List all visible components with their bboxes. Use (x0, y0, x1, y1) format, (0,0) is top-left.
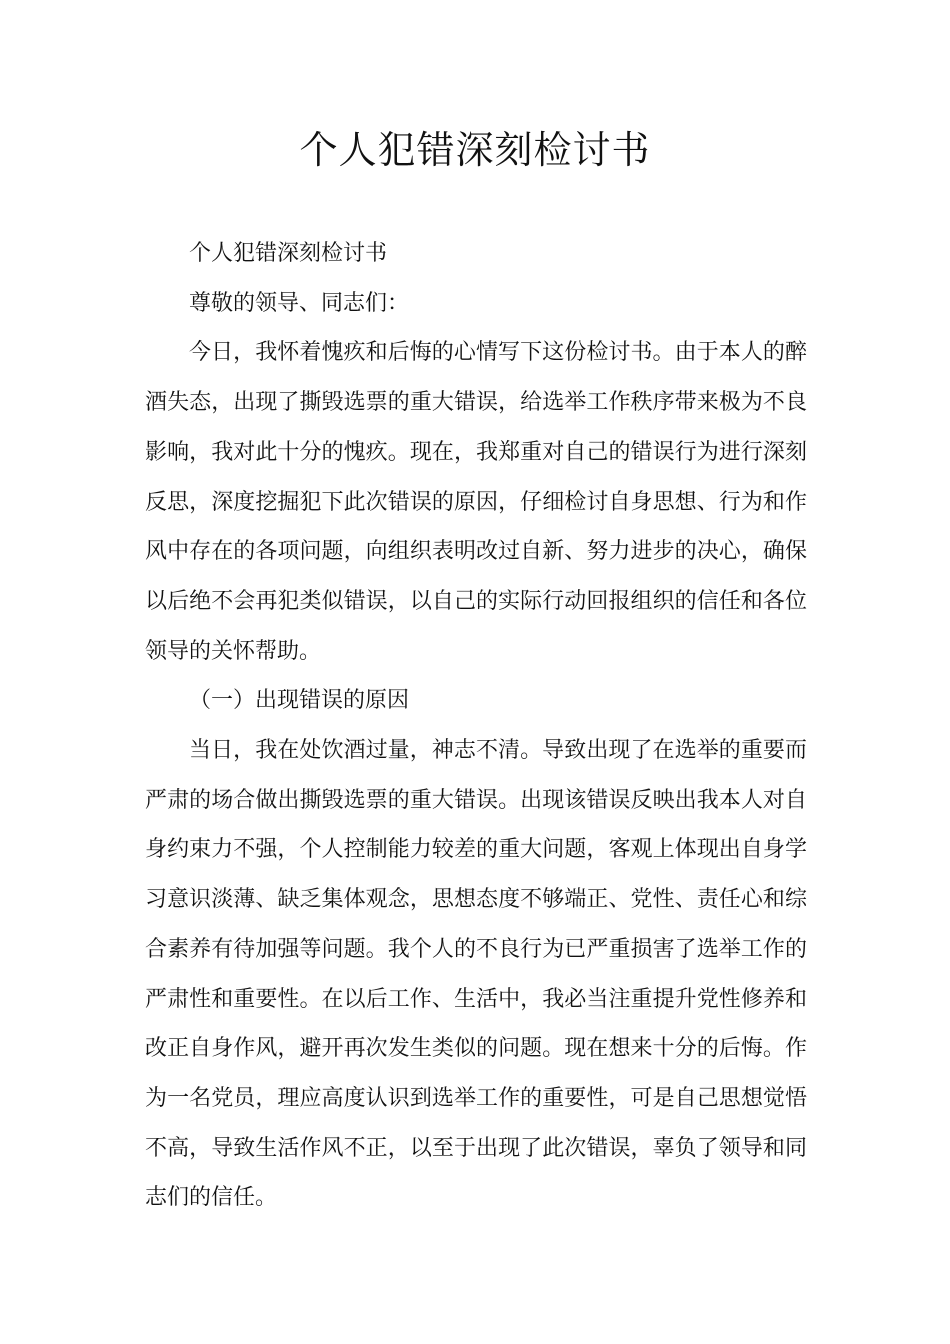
salutation: 尊敬的领导、同志们： (189, 290, 410, 316)
document-title: 个人犯错深刻检讨书 (299, 128, 651, 172)
paragraph-introduction: 今日，我怀着愧疚和后悔的心情写下这份检讨书。由于本人的醉酒失态，出现了撕毁选票的重大错误，给选举工作秩序带来极为不良影响，我对此十分的愧疚。现在，我郑重对自己的错误行为进行深刻反思，深度挖掘犯下此次错误的原因，仔细检讨自身思想、行为和作风中存在的各项问题，向组织表明改过自新、努力进步的决心，确保以后绝不会再犯类似错误，以自己的实际行动回报组织的信任和各位领导的关怀帮助。 (145, 340, 807, 664)
body-heading-repeat: 个人犯错深刻检讨书 (189, 241, 388, 266)
document-body (145, 229, 807, 1223)
paragraph-causes: 当日，我在处饮酒过量，神志不清。导致出现了在选举的重要而严肃的场合做出撕毁选票的重大错误。出现该错误反映出我本人对自身约束力不强，个人控制能力较差的重大问题，客观上体现出自身学习意识淡薄、缺乏集体观念，思想态度不够端正、党性、责任心和综合素养有待加强等问题。我个人的不良行为已严重损害了选举工作的严肃性和重要性。在以后工作、生活中，我必当注重提升党性修养和改正自身作风，避开再次发生类似的问题。现在想来十分的后悔。作为一名党员，理应高度认识到选举工作的重要性，可是自己思想觉悟不高，导致生活作风不正，以至于出现了此次错误，辜负了领导和同志们的信任。 (145, 738, 807, 1211)
section-heading-causes: （一）出现错误的原因 (189, 688, 410, 714)
